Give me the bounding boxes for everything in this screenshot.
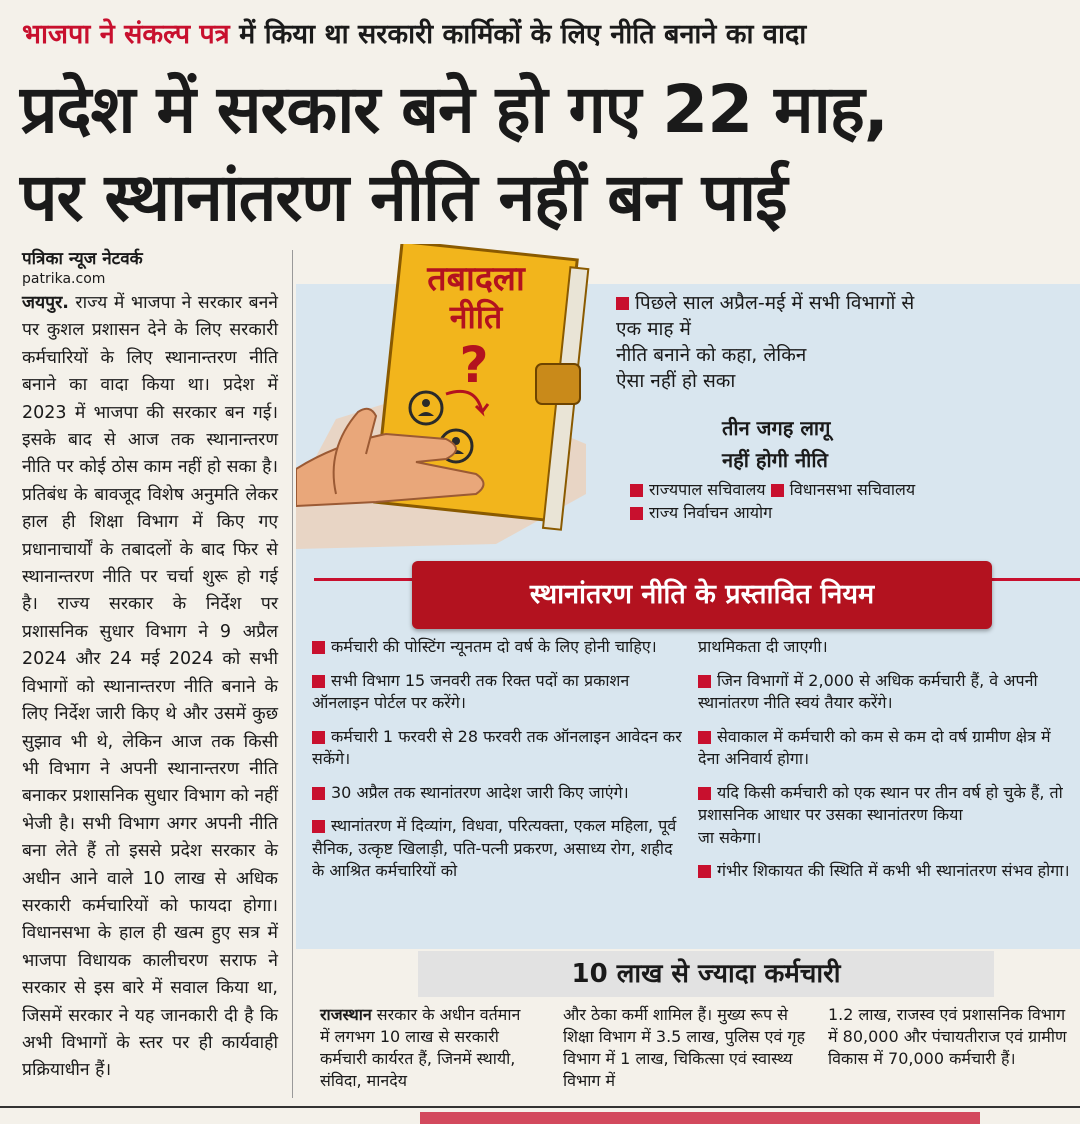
red-bullet <box>312 820 325 833</box>
rule-item: स्थानांतरण में दिव्यांग, विधवा, परित्यक्ता, एकल महिला, पूर्व सैनिक, उत्कृष्ट खिलाड़ी, पति-पत्नी प्रकरण, असाध्य रोग, शहीद के आश्रित कर्मचारियों को <box>312 816 677 880</box>
red-bullet <box>698 787 711 800</box>
exempt-offices <box>630 478 915 524</box>
not-applied-line-1: तीन जगह लागू <box>722 416 831 440</box>
office-assembly: विधानसभा सचिवालय <box>789 480 916 499</box>
info-line-1: पिछले साल अप्रैल-मई में सभी विभागों से <box>635 292 915 314</box>
employees-title: 10 लाख से ज्यादा कर्मचारी <box>571 959 841 989</box>
red-bullet <box>630 507 643 520</box>
red-bullet <box>312 641 325 654</box>
not-applied-heading <box>722 412 830 476</box>
employees-col-1: राजस्थान सरकार के अधीन वर्तमान में लगभग 10 लाख से सरकारी कर्मचारी कार्यरत हैं, जिनमें स्थायी, संविदा, मानदेय <box>320 1005 521 1090</box>
policy-book-illustration <box>296 244 596 554</box>
red-bullet <box>698 865 711 878</box>
red-bullet <box>698 731 711 744</box>
office-election-commission: राज्य निर्वाचन आयोग <box>649 503 773 522</box>
book-title-2: नीति <box>449 298 503 336</box>
article-text: राज्य में भाजपा ने सरकार बनने पर कुशल प्रशासन देने के लिए सरकारी कर्मचारियों के लिए स्थानान्तरण नीति बनाने का वादा किया था। प्रदेश में 2023 में भाजपा की सरकार बन गई। इसके बाद से आज तक स्थानान्तरण नीति पर कोई ठोस काम नहीं हो सका है। प्रतिबंध के बावजूद विशेष अनुमति लेकर हाल ही शिक्षा विभाग में किए गए प्रधानाचार्यों के तबादलों के बाद फिर से स्थानान्तरण नीति पर चर्चा शुरू हो गई है। राज्य सरकार के निर्देश पर प्रशासनिक सुधार विभाग ने 9 अप्रैल 2024 और 24 मई 2024 को सभी विभागों को स्थानान्तरण नीति बनाने के लिए निर्देश जारी किए थे और उसमें कुछ सुझाव भी थे, लेकिन आज तक किसी भी विभाग ने अपनी स्थानान्तरण नीति बनाकर प्रशासनिक सुधार विभाग को नहीं भेजी है। सभी विभाग अगर अपनी नीति बना लेते हैं तो इससे प्रदेश सरकार के अधीन आने वाले 10 लाख से अधिक सरकारी कर्मचारियों को फायदा होगा। विधानसभा के हाल ही खत्म हुए सत्र में भाजपा विधायक कालीचरण सराफ ने सरकार से इस बारे में सवाल किया था, जिसमें सरकार ने यह जानकारी दी है कि अभी विभागों के स्तर पर ही कार्यवाही प्रक्रियाधीन हैं। <box>22 293 278 1081</box>
question-mark: ? <box>459 336 489 394</box>
rule-item-continued: प्राथमिकता दी जाएगी। <box>698 637 828 656</box>
byline-agency: पत्रिका न्यूज नेटवर्क <box>22 249 143 269</box>
red-bullet <box>616 297 629 310</box>
rule-item: कर्मचारी की पोस्टिंग न्यूनतम दो वर्ष के लिए होनी चाहिए। <box>312 636 684 659</box>
employees-col-2: और ठेका कर्मी शामिल हैं। मुख्य रूप से शिक्षा विभाग में 3.5 लाख, पुलिस एवं गृह विभाग में 1 लाख, चिकित्सा एवं स्वास्थ्य विभाग में <box>563 1005 806 1090</box>
rules-column-right <box>698 636 1070 894</box>
headline-line-2: पर स्थानांतरण नीति नहीं बन पाई <box>20 159 787 236</box>
red-bullet <box>698 675 711 688</box>
page-bottom-rule <box>0 1106 1080 1108</box>
article-body <box>22 290 278 1085</box>
office-governor: राज्यपाल सचिवालय <box>649 480 766 499</box>
byline <box>22 246 143 287</box>
rules-banner: स्थानांतरण नीति के प्रस्तावित नियम <box>412 561 992 629</box>
red-bullet <box>312 731 325 744</box>
rule-item: गंभीर शिकायत की स्थिति में कभी भी स्थानांतरण संभव होगा। <box>698 860 1070 883</box>
rule-item: 30 अप्रैल तक स्थानांतरण आदेश जारी किए जाएंगे। <box>312 782 684 805</box>
dateline: जयपुर. <box>22 293 69 313</box>
red-bullet <box>630 484 643 497</box>
kicker-text: में किया था सरकारी कार्मिकों के लिए नीति बनाने का वादा <box>229 19 807 50</box>
rules-column-left <box>312 636 684 894</box>
red-bullet <box>312 675 325 688</box>
rule-item: सभी विभाग 15 जनवरी तक रिक्त पदों का प्रकाशन ऑनलाइन पोर्टल पर करेंगे। <box>312 670 630 712</box>
headline-line-1: प्रदेश में सरकार बने हो गए 22 माह, <box>20 71 888 148</box>
kicker <box>22 14 806 51</box>
red-bullet <box>312 787 325 800</box>
not-applied-line-2: नहीं होगी नीति <box>722 448 828 472</box>
byline-site: patrika.com <box>22 271 106 287</box>
red-bullet <box>771 484 784 497</box>
info-line-3: नीति बनाने को कहा, लेकिन <box>616 344 807 366</box>
book-title-1: तबादला <box>427 259 525 299</box>
rule-item: सेवाकाल में कर्मचारी को कम से कम दो वर्ष ग्रामीण क्षेत्र में देना अनिवार्य होगा। <box>698 726 1051 768</box>
info-line-4: ऐसा नहीं हो सका <box>616 370 736 392</box>
person-icon <box>410 392 442 424</box>
rule-item: जिन विभागों में 2,000 से अधिक कर्मचारी हैं, वे अपनी स्थानांतरण नीति स्वयं तैयार करेंगे। <box>698 670 1038 712</box>
employees-lead: राजस्थान <box>320 1005 372 1024</box>
rule-item: यदि किसी कर्मचारी को एक स्थान पर तीन वर्ष हो चुके हैं, तो प्रशासनिक आधार पर उसका स्थानांतरण किया जा सकेगा। <box>698 782 1063 847</box>
kicker-highlight: भाजपा ने संकल्प पत्र <box>22 19 230 50</box>
next-article-strip <box>420 1112 980 1124</box>
rule-item: कर्मचारी 1 फरवरी से 28 फरवरी तक ऑनलाइन आवेदन कर सकेंगे। <box>312 726 682 768</box>
employees-col-3: 1.2 लाख, राजस्व एवं प्रशासनिक विभाग में 80,000 और पंचायतीराज एवं ग्रामीण विकास में 70,000 कर्मचारी हैं। <box>828 1005 1067 1068</box>
column-divider <box>292 250 293 1098</box>
info-box <box>616 290 1046 394</box>
info-line-2: एक माह में <box>616 318 691 340</box>
headline <box>20 66 1060 242</box>
